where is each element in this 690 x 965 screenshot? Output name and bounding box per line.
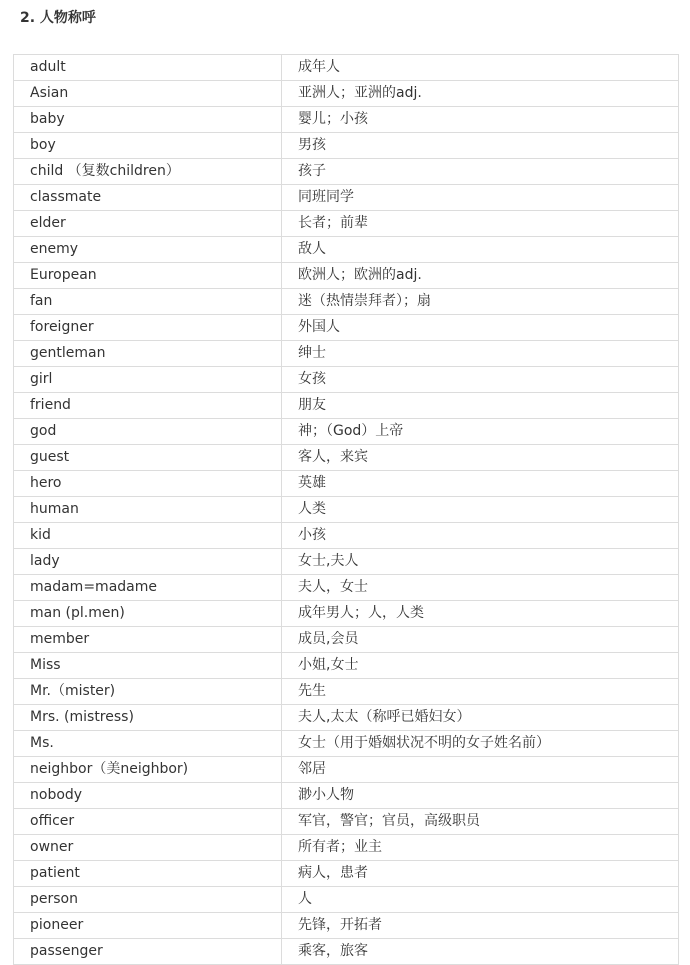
table-row	[14, 341, 679, 367]
english-term: boy	[14, 133, 282, 159]
english-term: owner	[14, 835, 282, 861]
table-row	[14, 731, 679, 757]
chinese-meaning: 女士,夫人	[282, 549, 679, 575]
english-term: Miss	[14, 653, 282, 679]
table-row	[14, 705, 679, 731]
english-term: pioneer	[14, 913, 282, 939]
table-row	[14, 445, 679, 471]
table-row	[14, 653, 679, 679]
table-row	[14, 263, 679, 289]
chinese-meaning: 先锋，开拓者	[282, 913, 679, 939]
chinese-meaning: 所有者；业主	[282, 835, 679, 861]
chinese-meaning: 绅士	[282, 341, 679, 367]
chinese-meaning: 神；（God）上帝	[282, 419, 679, 445]
table-row	[14, 913, 679, 939]
english-term: gentleman	[14, 341, 282, 367]
chinese-meaning: 成员,会员	[282, 627, 679, 653]
english-term: human	[14, 497, 282, 523]
chinese-meaning: 病人，患者	[282, 861, 679, 887]
english-term: enemy	[14, 237, 282, 263]
table-row	[14, 237, 679, 263]
english-term: adult	[14, 55, 282, 81]
table-row	[14, 81, 679, 107]
table-row	[14, 809, 679, 835]
chinese-meaning: 欧洲人；欧洲的adj.	[282, 263, 679, 289]
english-term: fan	[14, 289, 282, 315]
english-term: Mrs. (mistress)	[14, 705, 282, 731]
chinese-meaning: 女士（用于婚姻状况不明的女子姓名前）	[282, 731, 679, 757]
table-row	[14, 289, 679, 315]
chinese-meaning: 婴儿；小孩	[282, 107, 679, 133]
chinese-meaning: 小孩	[282, 523, 679, 549]
table-row	[14, 601, 679, 627]
english-term: Mr.（mister)	[14, 679, 282, 705]
table-row	[14, 627, 679, 653]
table-row	[14, 861, 679, 887]
table-row	[14, 133, 679, 159]
chinese-meaning: 敌人	[282, 237, 679, 263]
english-term: girl	[14, 367, 282, 393]
chinese-meaning: 英雄	[282, 471, 679, 497]
table-row	[14, 107, 679, 133]
chinese-meaning: 成年人	[282, 55, 679, 81]
english-term: friend	[14, 393, 282, 419]
english-term: Ms.	[14, 731, 282, 757]
table-row	[14, 939, 679, 965]
chinese-meaning: 迷（热情崇拜者）；扇	[282, 289, 679, 315]
chinese-meaning: 夫人，女士	[282, 575, 679, 601]
table-row	[14, 835, 679, 861]
table-row	[14, 471, 679, 497]
chinese-meaning: 成年男人；人，人类	[282, 601, 679, 627]
table-row	[14, 887, 679, 913]
table-row	[14, 575, 679, 601]
table-row	[14, 315, 679, 341]
chinese-meaning: 朋友	[282, 393, 679, 419]
english-term: lady	[14, 549, 282, 575]
chinese-meaning: 人类	[282, 497, 679, 523]
table-row	[14, 159, 679, 185]
chinese-meaning: 同班同学	[282, 185, 679, 211]
chinese-meaning: 邻居	[282, 757, 679, 783]
english-term: hero	[14, 471, 282, 497]
english-term: Asian	[14, 81, 282, 107]
chinese-meaning: 亚洲人；亚洲的adj.	[282, 81, 679, 107]
chinese-meaning: 女孩	[282, 367, 679, 393]
english-term: baby	[14, 107, 282, 133]
chinese-meaning: 先生	[282, 679, 679, 705]
chinese-meaning: 客人，来宾	[282, 445, 679, 471]
table-row	[14, 419, 679, 445]
english-term: passenger	[14, 939, 282, 965]
chinese-meaning: 小姐,女士	[282, 653, 679, 679]
english-term: man (pl.men)	[14, 601, 282, 627]
english-term: foreigner	[14, 315, 282, 341]
table-row	[14, 523, 679, 549]
chinese-meaning: 渺小人物	[282, 783, 679, 809]
english-term: madam=madame	[14, 575, 282, 601]
chinese-meaning: 男孩	[282, 133, 679, 159]
english-term: patient	[14, 861, 282, 887]
table-row	[14, 679, 679, 705]
english-term: guest	[14, 445, 282, 471]
chinese-meaning: 人	[282, 887, 679, 913]
english-term: member	[14, 627, 282, 653]
table-row	[14, 185, 679, 211]
vocabulary-table	[13, 54, 679, 965]
table-row	[14, 211, 679, 237]
chinese-meaning: 孩子	[282, 159, 679, 185]
table-row	[14, 549, 679, 575]
english-term: classmate	[14, 185, 282, 211]
english-term: neighbor（美neighbor)	[14, 757, 282, 783]
table-row	[14, 757, 679, 783]
chinese-meaning: 军官，警官；官员，高级职员	[282, 809, 679, 835]
table-row	[14, 367, 679, 393]
english-term: officer	[14, 809, 282, 835]
table-row	[14, 393, 679, 419]
section-title: 2. 人物称呼	[20, 10, 96, 26]
english-term: person	[14, 887, 282, 913]
english-term: kid	[14, 523, 282, 549]
chinese-meaning: 夫人,太太（称呼已婚妇女）	[282, 705, 679, 731]
chinese-meaning: 乘客，旅客	[282, 939, 679, 965]
english-term: elder	[14, 211, 282, 237]
english-term: god	[14, 419, 282, 445]
english-term: child （复数children）	[14, 159, 282, 185]
table-row	[14, 55, 679, 81]
english-term: European	[14, 263, 282, 289]
table-row	[14, 497, 679, 523]
chinese-meaning: 外国人	[282, 315, 679, 341]
chinese-meaning: 长者；前辈	[282, 211, 679, 237]
vocabulary-table-body	[14, 55, 679, 965]
english-term: nobody	[14, 783, 282, 809]
table-row	[14, 783, 679, 809]
